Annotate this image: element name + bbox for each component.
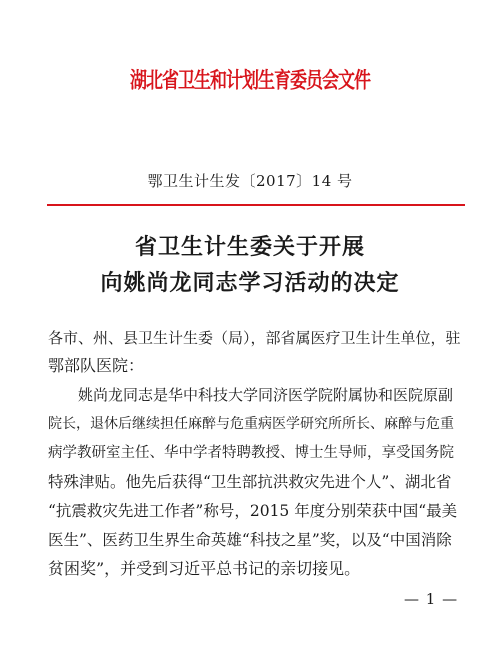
body-line: 病学教研室主任、华中学者特聘教授、博士生导师，享受国务院 bbox=[48, 445, 454, 461]
red-divider bbox=[47, 204, 465, 206]
document-title-line-2: 向姚尚龙同志学习活动的决定 bbox=[100, 271, 400, 296]
body-line: 贫困奖”，并受到习近平总书记的亲切接见。 bbox=[48, 559, 361, 578]
addressee-line-2: 鄂部队医院： bbox=[48, 356, 145, 375]
body-line: “抗震救灾先进工作者”称号，2015 年度分别荣获中国“最美 bbox=[48, 502, 458, 520]
body-line: 医生”、医药卫生界生命英雄“科技之星”奖，以及“中国消除 bbox=[48, 531, 452, 549]
body-line: 特殊津贴。他先后获得“卫生部抗洪救灾先进个人”、湖北省 bbox=[48, 473, 452, 491]
addressee-line-1: 各市、州、县卫生计生委（局），部省属医疗卫生计生单位，驻 bbox=[48, 329, 461, 347]
body-line: 姚尚龙同志是华中科技大学同济医学院附属协和医院原副 bbox=[48, 386, 454, 404]
document-masthead: 湖北省卫生和计划生育委员会文件 bbox=[130, 68, 370, 94]
document-number: 鄂卫生计生发〔2017〕14 号 bbox=[147, 172, 353, 190]
body-line: 院长，退休后继续担任麻醉与危重病医学研究所所长、麻醉与危重 bbox=[48, 416, 454, 432]
document-title-line-1: 省卫生计生委关于开展 bbox=[134, 235, 365, 260]
page-number: — 1 — bbox=[404, 590, 459, 608]
